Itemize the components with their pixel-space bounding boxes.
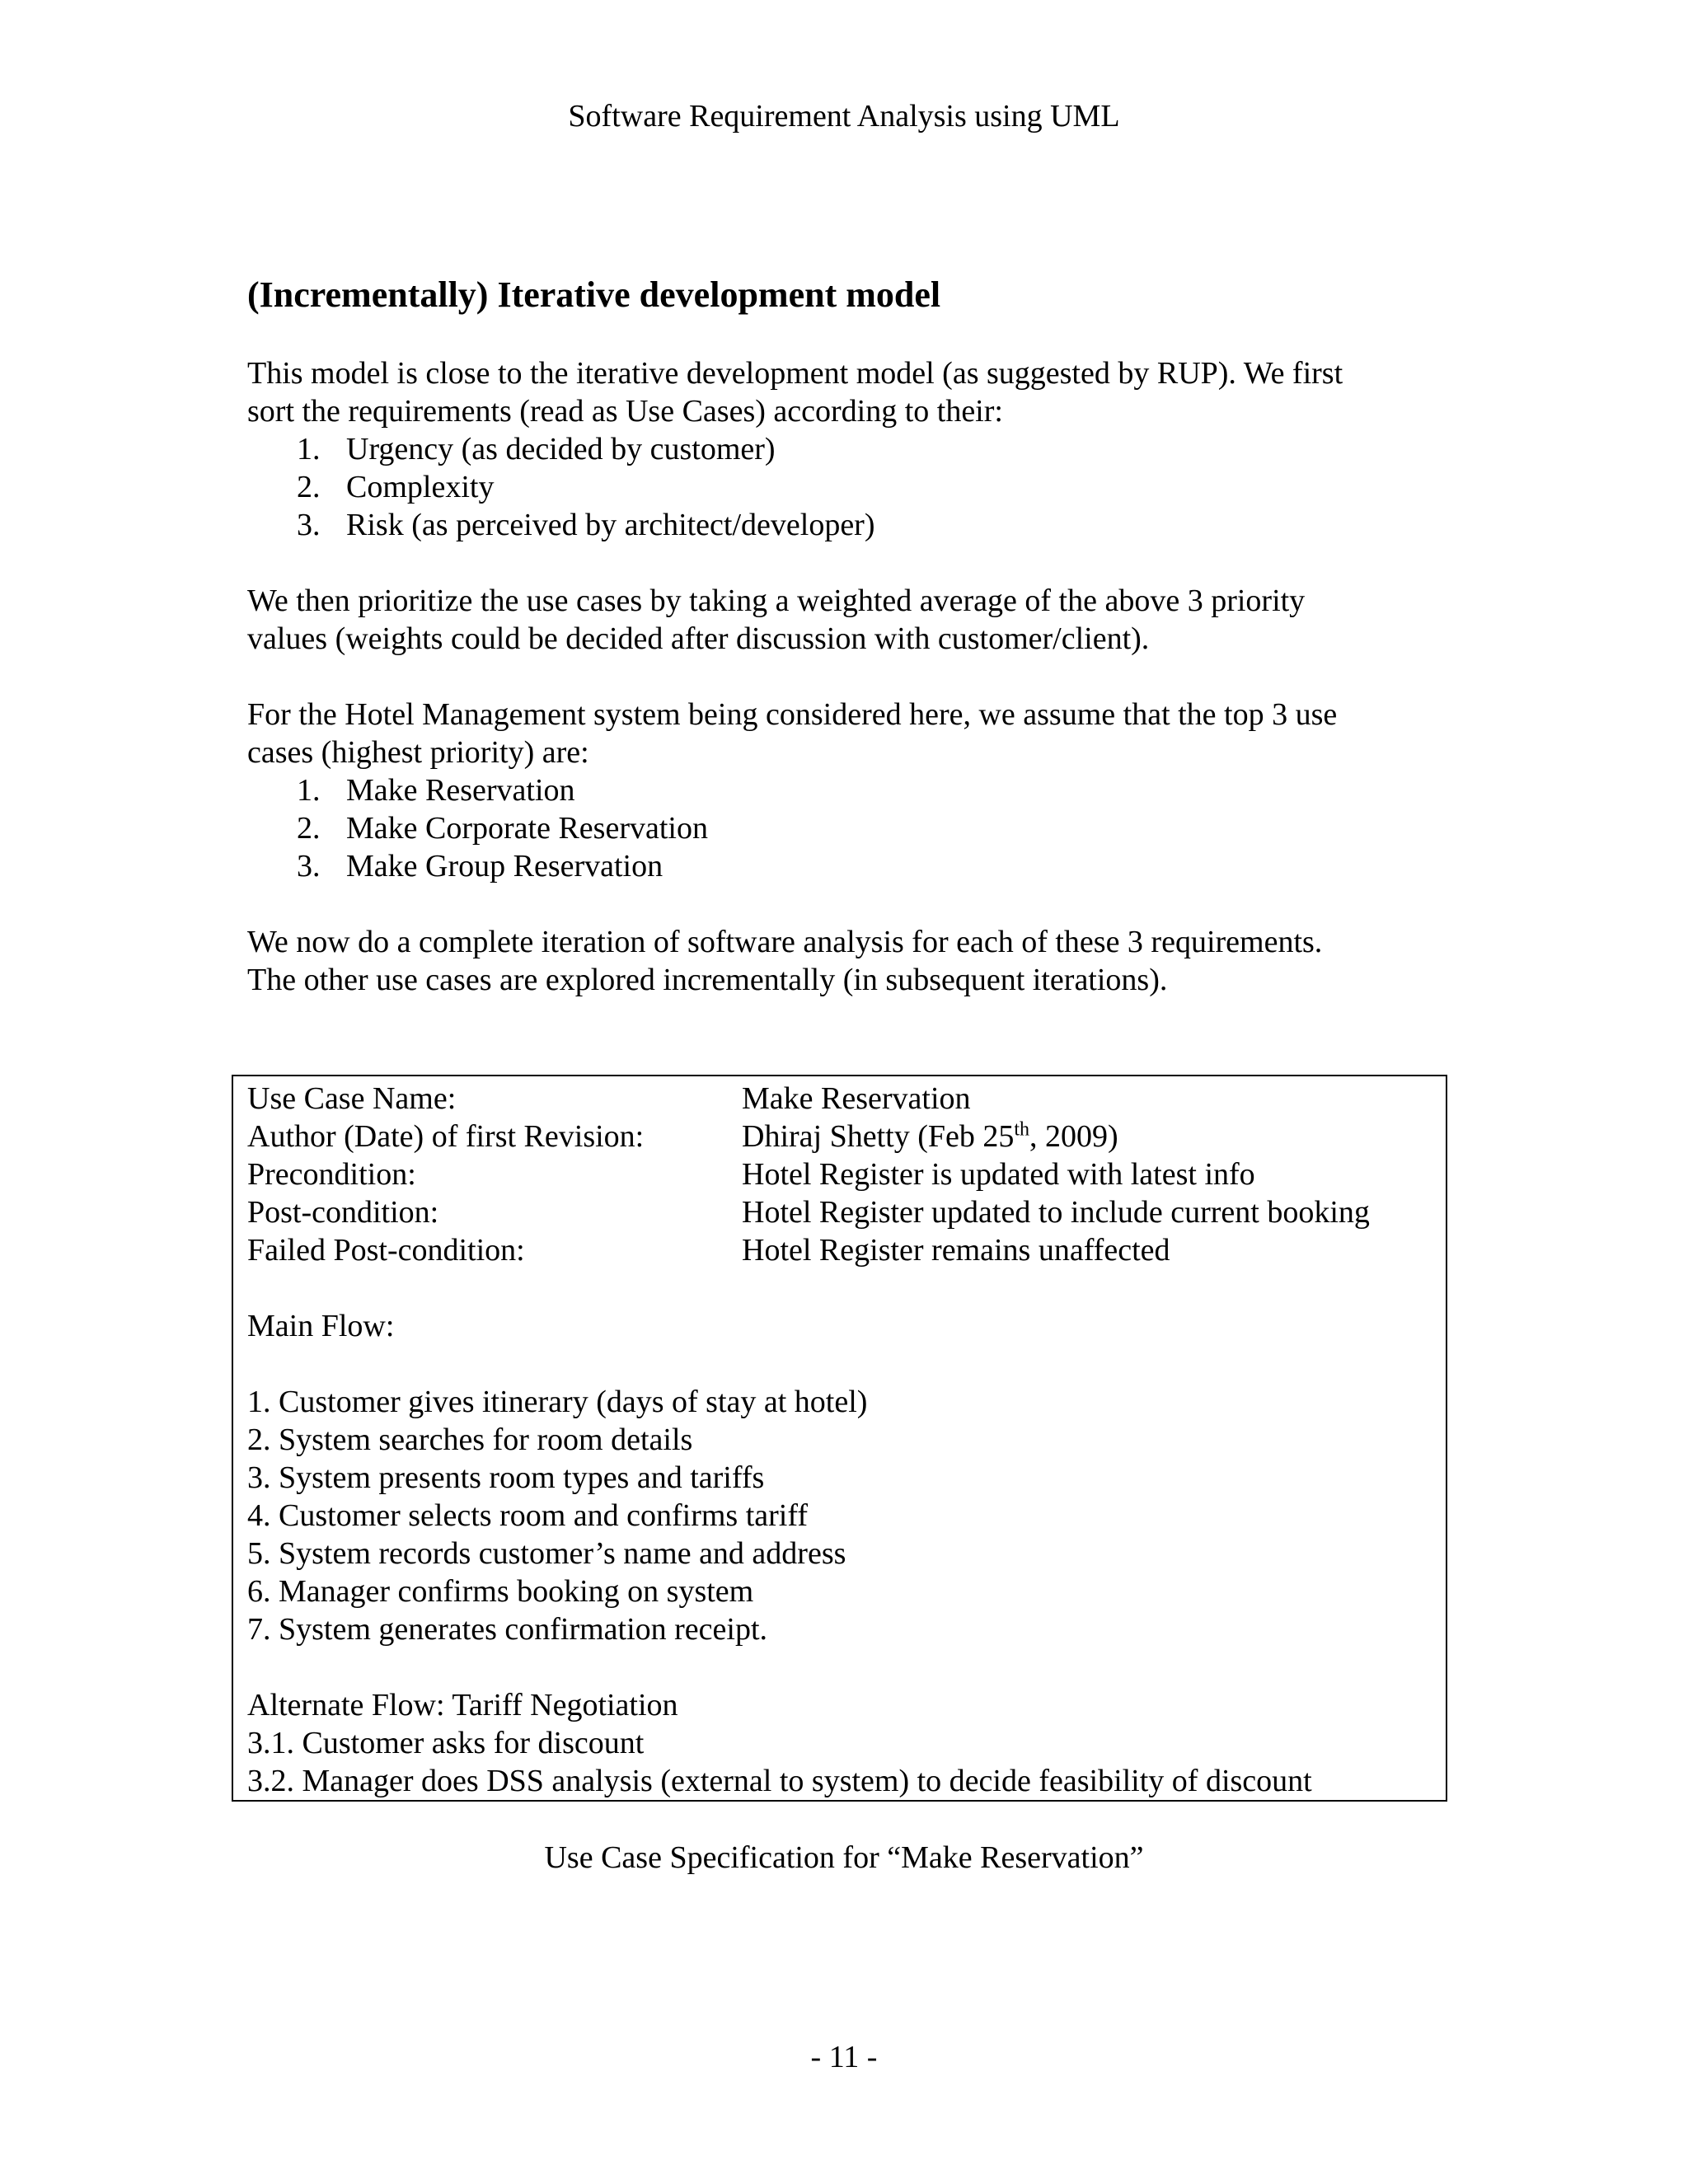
flow-step: 5. System records customer’s name and address	[247, 1536, 846, 1571]
precondition-row	[247, 1155, 1446, 1193]
use-case-name-row	[247, 1080, 1446, 1118]
prioritize-paragraph	[247, 582, 1459, 658]
hotel-line-2: cases (highest priority) are:	[247, 735, 589, 770]
field-label: Use Case Name:	[247, 1081, 457, 1116]
main-flow-steps	[247, 1383, 1446, 1648]
use-case-specification-box	[232, 1075, 1447, 1802]
list-item: 1. Make Reservation	[297, 773, 575, 808]
field-label: Precondition:	[247, 1157, 416, 1192]
field-value: Dhiraj Shetty (Feb 25th, 2009)	[742, 1118, 1118, 1154]
intro-line-2: sort the requirements (read as Use Cases) according to their:	[247, 394, 1003, 429]
prioritize-line-2: values (weights could be decided after discussion with customer/client).	[247, 621, 1150, 656]
field-label: Failed Post-condition:	[247, 1233, 525, 1268]
flow-step: 6. Manager confirms booking on system	[247, 1574, 754, 1609]
list-item: 3. Make Group Reservation	[297, 849, 663, 883]
field-value: Hotel Register is updated with latest info	[742, 1157, 1255, 1192]
prioritize-line-1: We then prioritize the use cases by taking a weighted average of the above 3 priority	[247, 583, 1306, 618]
top-use-cases-list	[247, 771, 1459, 885]
figure-caption: Use Case Specification for “Make Reservation”	[544, 1840, 1144, 1875]
field-label: Post-condition:	[247, 1195, 439, 1230]
hotel-line-1: For the Hotel Management system being considered here, we assume that the top 3 use	[247, 697, 1338, 732]
post-condition-row	[247, 1193, 1446, 1231]
list-item: 2. Complexity	[297, 470, 495, 504]
field-value: Hotel Register updated to include current booking	[742, 1195, 1370, 1230]
flow-step: 4. Customer selects room and confirms tariff	[247, 1498, 808, 1533]
alternate-flow-steps	[247, 1724, 1446, 1800]
iteration-paragraph	[247, 923, 1459, 999]
section-title: (Incrementally) Iterative development model	[247, 274, 941, 315]
author-row	[247, 1118, 1446, 1155]
flow-step: 2. System searches for room details	[247, 1422, 693, 1457]
flow-step: 3.2. Manager does DSS analysis (external to system) to decide feasibility of discount	[247, 1764, 1312, 1798]
page-number: - 11 -	[810, 2040, 878, 2074]
flow-step: 3. System presents room types and tariffs	[247, 1460, 765, 1495]
field-value: Make Reservation	[742, 1081, 971, 1116]
intro-paragraph	[247, 354, 1459, 430]
ordinal-superscript: th	[1014, 1118, 1030, 1141]
list-item: 1. Urgency (as decided by customer)	[297, 432, 776, 466]
flow-step: 3.1. Customer asks for discount	[247, 1726, 645, 1760]
field-value: Hotel Register remains unaffected	[742, 1233, 1170, 1268]
main-flow-label: Main Flow:	[247, 1309, 395, 1343]
intro-line-1: This model is close to the iterative development model (as suggested by RUP). We first	[247, 356, 1343, 391]
list-item: 3. Risk (as perceived by architect/developer)	[297, 508, 875, 542]
field-label: Author (Date) of first Revision:	[247, 1119, 645, 1154]
alternate-flow-label: Alternate Flow: Tariff Negotiation	[247, 1688, 678, 1722]
criteria-list	[247, 430, 1459, 544]
hotel-paragraph	[247, 696, 1459, 771]
running-header: Software Requirement Analysis using UML	[568, 99, 1120, 134]
iteration-line-1: We now do a complete iteration of software analysis for each of these 3 requirements.	[247, 925, 1323, 959]
iteration-line-2: The other use cases are explored incrementally (in subsequent iterations).	[247, 963, 1168, 997]
failed-post-condition-row	[247, 1231, 1446, 1269]
flow-step: 7. System generates confirmation receipt.	[247, 1612, 768, 1647]
main-content	[247, 272, 1459, 999]
list-item: 2. Make Corporate Reservation	[297, 811, 708, 846]
flow-step: 1. Customer gives itinerary (days of stay at hotel)	[247, 1385, 868, 1419]
